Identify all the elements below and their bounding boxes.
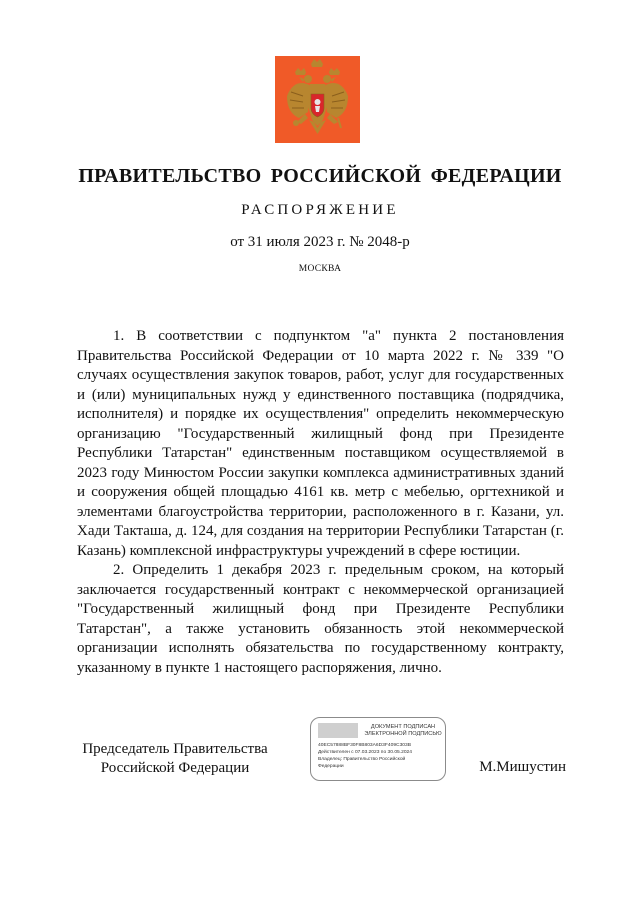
stamp-owner-line-1: Владелец: Правительство Российской <box>318 757 406 762</box>
stamp-details <box>318 742 442 770</box>
stamp-header-line-1: ДОКУМЕНТ ПОДПИСАН <box>370 724 436 730</box>
stamp-owner-line-2: Федерации <box>318 764 344 769</box>
stamp-header-line-2: ЭЛЕКТРОННОЙ ПОДПИСЬЮ <box>364 731 442 737</box>
stamp-validity: Действителен с 07.03.2023 по 30.05.2024 <box>318 750 412 755</box>
signer-name: М.Мишустин <box>479 759 566 775</box>
electronic-signature-stamp <box>310 717 446 781</box>
paragraph-1: 1. В соответствии с подпунктом "а" пункта 2 постановления Правительства Российской Федерации от 10 марта 2022 г. № 339 "О случаях осуществления закупок товаров, работ, услуг для государственных и (или) муниципальных нужд у единственного поставщика (подрядчика, исполнителя) и порядке их осуществления" определить некоммерческую организацию "Государственный жилищный фонд при Президенте Республики Татарстан" единственным поставщиком осуществляемой в 2023 году Минюстом России закупки комплекса административных зданий и сооружения общей площадью 4161 кв. метр с мебелью, оргтехникой и элементами благоустройства территории, расположенного в г. Казани, ул. Хади Такташа, д. 124, для создания на территории Республики Татарстан (г. Казань) комплексной инфраструктуры учреждений в сфере юстиции. <box>77 328 564 559</box>
stamp-logo-icon <box>318 723 358 738</box>
stamp-certificate: 40EC57888BF30F8B803A6D3F409C303B <box>318 743 411 748</box>
signer-position <box>75 740 275 778</box>
document-body <box>77 327 564 678</box>
stamp-header <box>361 724 445 738</box>
coat-of-arms-emblem <box>275 56 360 143</box>
document-type: РАСПОРЯЖЕНИЕ <box>241 202 399 218</box>
document-date-number: от 31 июля 2023 г. № 2048-р <box>230 234 410 250</box>
paragraph-2: 2. Определить 1 декабря 2023 г. предельным сроком, на который заключается государственный контракт с некоммерческой организацией "Государственный жилищный фонд при Президенте Республики Татарстан", а также установить обязанность этой некоммерческой организации исполнять обязательства по государственному контракту, указанному в пункте 1 настоящего распоряжения, лично. <box>77 562 564 676</box>
russian-coat-of-arms-icon <box>275 56 360 143</box>
signer-position-line-2: Российской Федерации <box>100 760 250 776</box>
document-city: МОСКВА <box>298 264 342 274</box>
issuer-title: ПРАВИТЕЛЬСТВО РОССИЙСКОЙ ФЕДЕРАЦИИ <box>78 165 562 187</box>
signer-position-line-1: Председатель Правительства <box>82 741 268 757</box>
